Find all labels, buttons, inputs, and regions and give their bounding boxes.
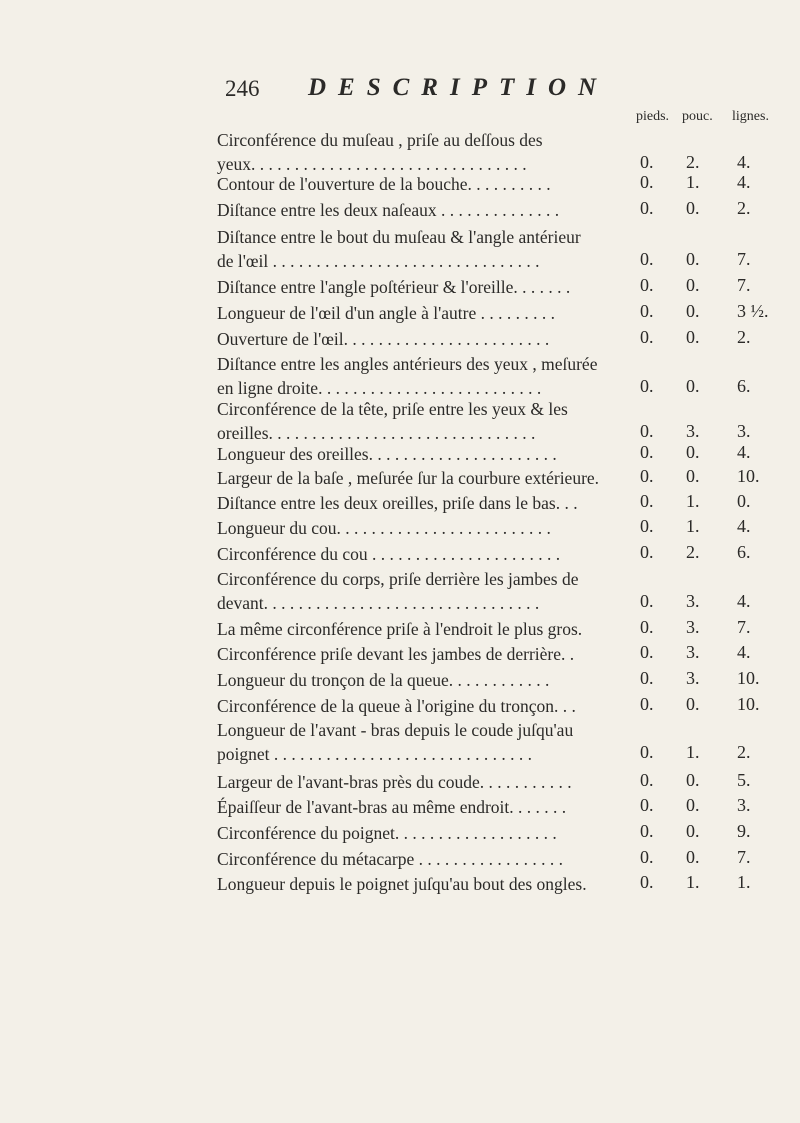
value-pouces: 0. (686, 466, 700, 486)
measurement-label-line: devant. . . . . . . . . . . . . . . . . . . . . . . . . . . . . . . . (217, 593, 540, 613)
measurement-label-line: Diſtance entre le bout du muſeau & l'angle antérieur (217, 227, 581, 247)
value-pouces: 0. (686, 198, 700, 218)
value-lignes: 9. (737, 821, 751, 841)
value-lignes: 0. (737, 491, 751, 511)
value-lignes: 10. (737, 466, 760, 486)
value-pouces: 0. (686, 770, 700, 790)
measurement-label-line: Longueur du tronçon de la queue. . . . . . . . . . . . (217, 670, 550, 690)
measurement-label (217, 694, 647, 718)
measurement-label-line: Diſtance entre l'angle poſtérieur & l'oreille. . . . . . . (217, 277, 571, 297)
value-pouces: 1. (686, 516, 700, 536)
measurement-label-line: yeux. . . . . . . . . . . . . . . . . . . . . . . . . . . . . . . . (217, 154, 527, 174)
value-pieds: 0. (640, 152, 654, 172)
value-pouces: 0. (686, 694, 700, 714)
value-lignes: 5. (737, 770, 751, 790)
value-lignes: 7. (737, 275, 751, 295)
measurement-label-line: Longueur du cou. . . . . . . . . . . . . . . . . . . . . . . . . (217, 518, 551, 538)
measurement-label-line: Circonférence de la tête, priſe entre les yeux & les (217, 399, 568, 419)
value-lignes: 4. (737, 591, 751, 611)
value-lignes: 3. (737, 421, 751, 441)
measurement-label (217, 352, 647, 400)
measurement-label-line: Diſtance entre les deux naſeaux . . . . . . . . . . . . . . (217, 200, 560, 220)
value-lignes: 4. (737, 152, 751, 172)
value-lignes: 1. (737, 872, 751, 892)
measurement-label (217, 516, 647, 540)
value-lignes: 7. (737, 249, 751, 269)
value-pouces: 2. (686, 542, 700, 562)
value-pouces: 0. (686, 327, 700, 347)
value-pieds: 0. (640, 847, 654, 867)
measurement-label (217, 225, 647, 273)
value-lignes: 2. (737, 327, 751, 347)
value-lignes: 7. (737, 847, 751, 867)
measurement-label-line: Circonférence du muſeau , priſe au deſſous des (217, 130, 543, 150)
column-header-pouces: pouc. (682, 109, 713, 124)
value-pouces: 0. (686, 847, 700, 867)
measurement-label-line: Longueur de l'avant - bras depuis le coude juſqu'au (217, 720, 574, 740)
value-lignes: 7. (737, 617, 751, 637)
measurement-label-line: Circonférence du métacarpe . . . . . . . . . . . . . . . . . (217, 849, 563, 869)
measurement-label (217, 847, 647, 871)
measurement-label-line: Longueur depuis le poignet juſqu'au bout des ongles. (217, 874, 587, 894)
value-lignes: 10. (737, 668, 760, 688)
measurement-label (217, 275, 647, 299)
measurement-label (217, 642, 647, 666)
running-title: DESCRIPTION (308, 74, 609, 101)
value-pieds: 0. (640, 466, 654, 486)
measurement-label (217, 542, 647, 566)
measurement-label-line: Circonférence du corps, priſe derrière les jambes de (217, 569, 579, 589)
value-pieds: 0. (640, 327, 654, 347)
measurement-label-line: Largeur de la baſe , meſurée ſur la courbure extérieure. (217, 468, 600, 488)
measurement-label (217, 668, 647, 692)
value-pieds: 0. (640, 249, 654, 269)
value-pouces: 0. (686, 301, 700, 321)
measurement-label (217, 617, 647, 641)
measurement-label (217, 567, 647, 615)
value-pouces: 3. (686, 421, 700, 441)
value-pieds: 0. (640, 694, 654, 714)
measurement-label (217, 718, 647, 766)
value-lignes: 4. (737, 642, 751, 662)
value-pouces: 1. (686, 742, 700, 762)
measurement-label (217, 442, 647, 466)
value-pieds: 0. (640, 172, 654, 192)
value-pouces: 1. (686, 172, 700, 192)
measurement-label-line: en ligne droite. . . . . . . . . . . . . . . . . . . . . . . . . . (217, 378, 542, 398)
value-lignes: 4. (737, 172, 751, 192)
measurement-label (217, 821, 647, 845)
measurement-label-line: Circonférence du poignet. . . . . . . . . . . . . . . . . . . (217, 823, 557, 843)
value-pouces: 0. (686, 442, 700, 462)
value-pouces: 2. (686, 152, 700, 172)
value-pieds: 0. (640, 872, 654, 892)
value-pouces: 0. (686, 249, 700, 269)
measurement-label (217, 172, 647, 196)
value-pouces: 3. (686, 642, 700, 662)
value-pieds: 0. (640, 591, 654, 611)
column-header-pieds: pieds. (636, 109, 670, 124)
measurement-label-line: Diſtance entre les angles antérieurs des yeux , meſurée (217, 354, 598, 374)
value-pieds: 0. (640, 301, 654, 321)
value-pouces: 0. (686, 376, 700, 396)
measurement-label-line: Contour de l'ouverture de la bouche. . . . . . . . . . (217, 174, 551, 194)
value-pieds: 0. (640, 491, 654, 511)
measurement-label (217, 872, 647, 896)
measurement-label-line: La même circonférence priſe à l'endroit le plus gros. (217, 619, 583, 639)
measurement-label-line: Circonférence du cou . . . . . . . . . . . . . . . . . . . . . . (217, 544, 561, 564)
measurement-label (217, 491, 647, 515)
value-pouces: 1. (686, 872, 700, 892)
measurement-label (217, 327, 647, 351)
column-header-lignes: lignes. (732, 109, 769, 124)
value-lignes: 4. (737, 516, 751, 536)
value-pieds: 0. (640, 795, 654, 815)
measurement-label (217, 770, 647, 794)
value-pouces: 0. (686, 795, 700, 815)
value-pouces: 0. (686, 821, 700, 841)
value-pouces: 3. (686, 668, 700, 688)
measurement-label-line: Circonférence priſe devant les jambes de derrière. . (217, 644, 575, 664)
value-lignes: 6. (737, 376, 751, 396)
value-pieds: 0. (640, 542, 654, 562)
value-lignes: 3 ½. (737, 301, 769, 321)
measurement-label (217, 301, 647, 325)
value-pouces: 3. (686, 591, 700, 611)
value-pouces: 3. (686, 617, 700, 637)
value-lignes: 4. (737, 442, 751, 462)
value-pieds: 0. (640, 198, 654, 218)
value-pouces: 1. (686, 491, 700, 511)
value-lignes: 2. (737, 742, 751, 762)
value-pieds: 0. (640, 642, 654, 662)
measurement-label-line: Diſtance entre les deux oreilles, priſe dans le bas. . . (217, 493, 578, 513)
measurement-label-line: oreilles. . . . . . . . . . . . . . . . . . . . . . . . . . . . . . . (217, 423, 536, 443)
measurement-label-line: de l'œil . . . . . . . . . . . . . . . . . . . . . . . . . . . . . . . (217, 251, 540, 271)
value-pieds: 0. (640, 376, 654, 396)
measurement-label-line: Épaiſſeur de l'avant-bras au même endroit. . . . . . . (217, 797, 567, 817)
measurement-label-line: Circonférence de la queue à l'origine du tronçon. . . (217, 696, 576, 716)
value-pieds: 0. (640, 668, 654, 688)
value-pieds: 0. (640, 442, 654, 462)
value-pieds: 0. (640, 821, 654, 841)
measurement-label (217, 397, 647, 445)
value-pieds: 0. (640, 275, 654, 295)
value-lignes: 6. (737, 542, 751, 562)
measurement-label (217, 198, 647, 222)
value-pieds: 0. (640, 617, 654, 637)
value-lignes: 2. (737, 198, 751, 218)
value-pieds: 0. (640, 516, 654, 536)
value-pieds: 0. (640, 421, 654, 441)
value-lignes: 10. (737, 694, 760, 714)
measurement-label-line: Longueur des oreilles. . . . . . . . . . . . . . . . . . . . . . (217, 444, 557, 464)
measurement-label-line: Longueur de l'œil d'un angle à l'autre . . . . . . . . . (217, 303, 555, 323)
measurement-label (217, 795, 647, 819)
measurement-label-line: Ouverture de l'œil. . . . . . . . . . . . . . . . . . . . . . . . (217, 329, 550, 349)
measurement-label (217, 466, 647, 490)
measurement-label-line: Largeur de l'avant-bras près du coude. . . . . . . . . . . (217, 772, 572, 792)
measurement-label-line: poignet . . . . . . . . . . . . . . . . . . . . . . . . . . . . . . (217, 744, 532, 764)
measurement-label (217, 128, 647, 176)
value-pieds: 0. (640, 742, 654, 762)
value-pieds: 0. (640, 770, 654, 790)
value-lignes: 3. (737, 795, 751, 815)
value-pouces: 0. (686, 275, 700, 295)
page-number: 246 (225, 76, 260, 101)
